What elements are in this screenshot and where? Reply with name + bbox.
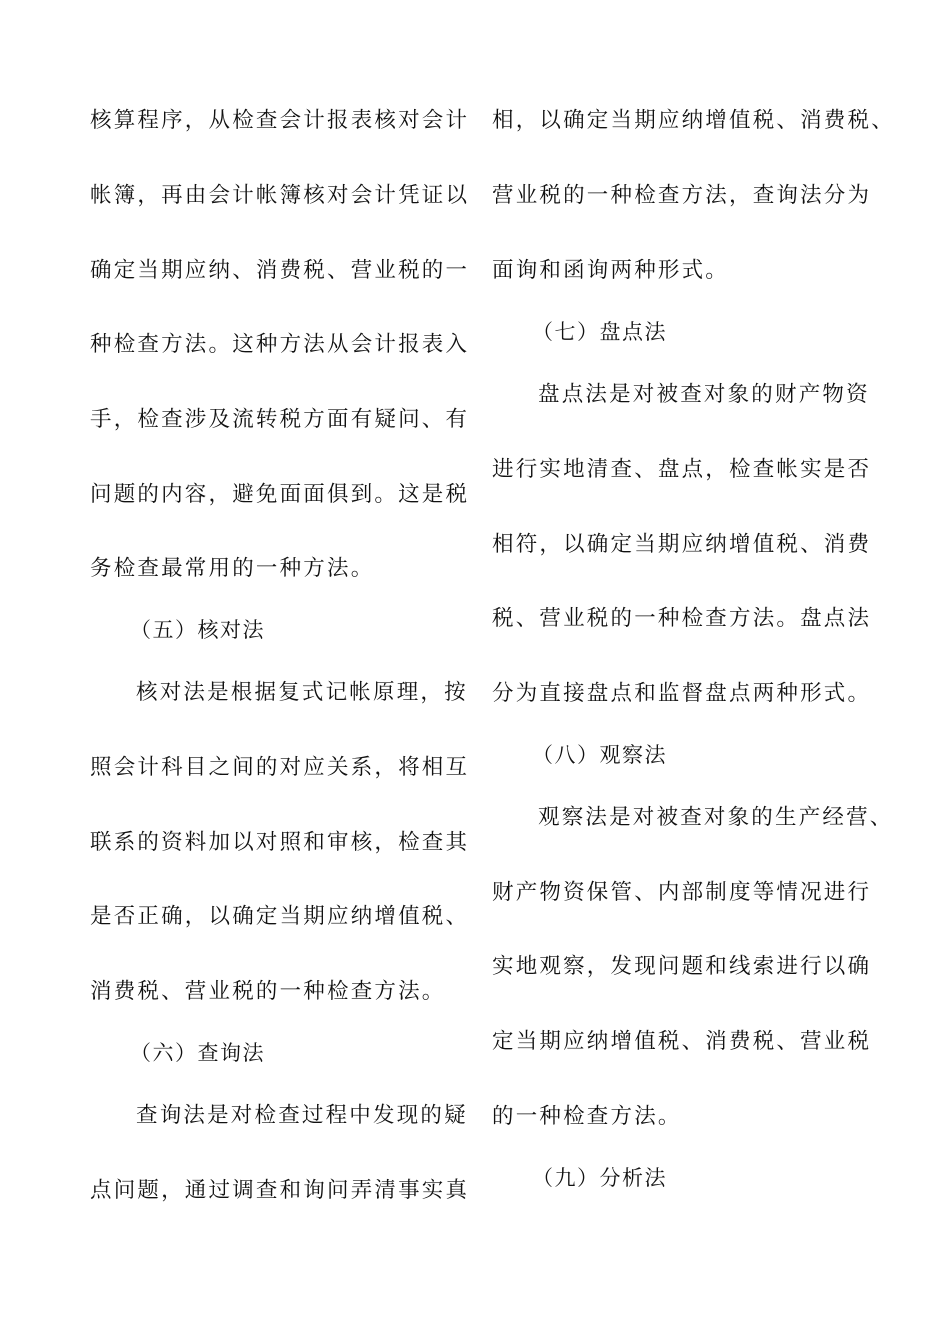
paragraph-line: 财产物资保管、内部制度等情况进行 xyxy=(492,880,872,905)
paragraph-line: 观察法是对被查对象的生产经营、 xyxy=(538,805,894,830)
paragraph-line: 问题的内容，避免面面俱到。这是税 xyxy=(90,482,470,507)
paragraph-line: 点问题，通过调查和询问弄清事实真 xyxy=(90,1178,470,1203)
paragraph-line: 定当期应纳增值税、消费税、营业税 xyxy=(492,1029,872,1054)
paragraph-line: 相符，以确定当期应纳增值税、消费 xyxy=(492,532,872,557)
paragraph-line: 种检查方法。这种方法从会计报表入 xyxy=(90,332,470,357)
paragraph-line: 确定当期应纳、消费税、营业税的一 xyxy=(90,258,470,283)
section-heading: （九）分析法 xyxy=(532,1166,667,1190)
paragraph-line: 分为直接盘点和监督盘点两种形式。 xyxy=(492,681,872,706)
paragraph-line: 手，检查涉及流转税方面有疑问、有 xyxy=(90,407,470,432)
paragraph-line: 消费税、营业税的一种检查方法。 xyxy=(90,979,446,1004)
paragraph-line: 帐簿，再由会计帐簿核对会计凭证以 xyxy=(90,183,470,208)
paragraph-line: 的一种检查方法。 xyxy=(492,1104,682,1129)
paragraph-line: 务检查最常用的一种方法。 xyxy=(90,556,375,581)
paragraph-line: 相，以确定当期应纳增值税、消费税、 xyxy=(492,108,895,133)
section-heading: （六）查询法 xyxy=(130,1041,265,1065)
paragraph-line: 营业税的一种检查方法，查询法分为 xyxy=(492,183,872,208)
paragraph-line: 核算程序，从检查会计报表核对会计 xyxy=(90,108,470,133)
paragraph-line: 实地观察，发现问题和线索进行以确 xyxy=(492,954,872,979)
section-heading: （五）核对法 xyxy=(130,618,265,642)
paragraph-line: 盘点法是对被查对象的财产物资 xyxy=(538,382,870,407)
paragraph-line: 是否正确，以确定当期应纳增值税、 xyxy=(90,904,470,929)
paragraph-line: 照会计科目之间的对应关系，将相互 xyxy=(90,755,470,780)
section-heading: （七）盘点法 xyxy=(532,320,667,344)
paragraph-line: 联系的资料加以对照和审核，检查其 xyxy=(90,830,470,855)
paragraph-line: 核对法是根据复式记帐原理，按 xyxy=(136,680,468,705)
paragraph-line: 查询法是对检查过程中发现的疑 xyxy=(136,1103,468,1128)
paragraph-line: 进行实地清查、盘点，检查帐实是否 xyxy=(492,457,872,482)
section-heading: （八）观察法 xyxy=(532,743,667,767)
paragraph-line: 税、营业税的一种检查方法。盘点法 xyxy=(492,606,872,631)
paragraph-line: 面询和函询两种形式。 xyxy=(492,258,730,283)
